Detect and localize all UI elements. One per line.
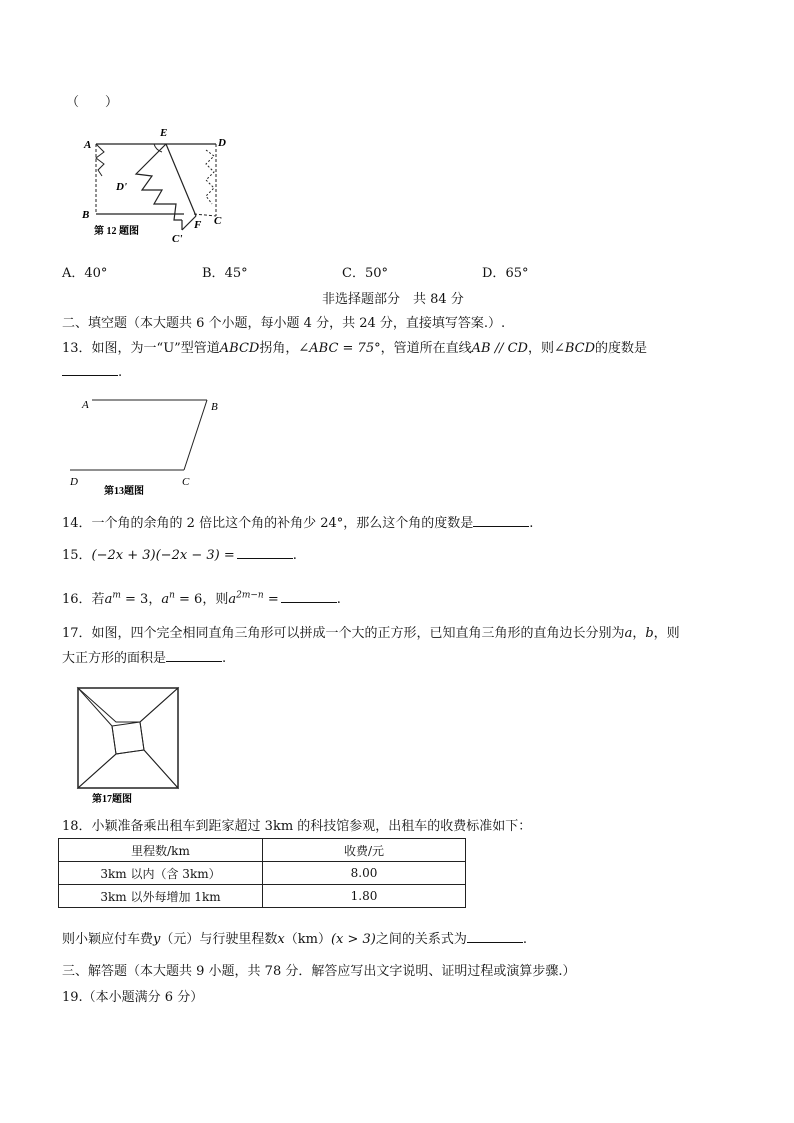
option-c[interactable]: C．50° <box>342 266 388 281</box>
q13-caption: 第13题图 <box>104 486 144 497</box>
label-F: F <box>194 219 202 231</box>
q19-text: 19.（本小题满分 6 分） <box>62 990 204 1005</box>
table-header-row <box>59 839 466 862</box>
q17-figure <box>74 684 184 806</box>
q12-figure <box>74 124 244 248</box>
table-row <box>59 862 466 885</box>
q17-line-1: 17．如图，四个完全相同直角三角形可以拼成一个大的正方形，已知直角三角形的直角边长分别为a，b，则 <box>62 626 680 641</box>
q15-blank[interactable] <box>237 545 293 559</box>
q13-label-A: A <box>82 399 89 411</box>
table-row <box>59 885 466 908</box>
q16-blank[interactable] <box>281 589 337 603</box>
q14-text: 14．一个角的余角的 2 倍比这个角的补角少 24°，那么这个角的度数是 . <box>62 512 533 531</box>
q13-text: 13．如图，为一“U”型管道ABCD拐角，∠ABC = 75°，管道所在直线AB // CD，则∠BCD的度数是 <box>62 341 648 356</box>
q18-blank[interactable] <box>467 929 523 943</box>
table-header: 收费/元 <box>263 839 466 862</box>
part-header: 非选择题部分 共 84 分 <box>322 292 464 307</box>
q17-line-2: 大正方形的面积是 . <box>62 647 226 666</box>
q13-label-D: D <box>70 476 78 488</box>
q13-label-B: B <box>211 401 218 413</box>
option-a[interactable]: A．40° <box>62 266 108 281</box>
fare-table <box>58 838 466 908</box>
table-cell: 8.00 <box>263 862 466 885</box>
label-C-prime: C' <box>172 233 183 245</box>
section-3-title: 三、解答题（本大题共 9 小题，共 78 分．解答应写出文字说明、证明过程或演算步骤.） <box>62 964 576 979</box>
table-header: 里程数/km <box>59 839 263 862</box>
option-b[interactable]: B．45° <box>202 266 248 281</box>
answer-bracket: （ ） <box>66 95 119 110</box>
label-D-prime: D' <box>116 181 127 193</box>
q16-text: 16．若$a^m = 3$，$a^n = 6$，则$a^{2m-n}$ = . <box>62 590 341 607</box>
q17-caption: 第17题图 <box>92 794 132 805</box>
table-cell: 3km 以内（含 3km） <box>59 862 263 885</box>
q13-figure <box>62 392 232 500</box>
q13-label-C: C <box>182 476 190 488</box>
option-d[interactable]: D．65° <box>482 266 529 281</box>
label-A: A <box>84 139 92 151</box>
q14-blank[interactable] <box>473 513 529 527</box>
q13-blank[interactable] <box>62 362 118 376</box>
label-C: C <box>214 215 222 227</box>
q15-text: 15．(−2x + 3)(−2x − 3) = . <box>62 544 297 563</box>
q13-answer-line: . <box>62 362 122 380</box>
q18-text: 18．小颖准备乘出租车到距家超过 3km 的科技馆参观，出租车的收费标准如下： <box>62 819 532 834</box>
table-cell: 1.80 <box>263 885 466 908</box>
q17-blank[interactable] <box>166 648 222 662</box>
table-cell: 3km 以外每增加 1km <box>59 885 263 908</box>
label-B: B <box>82 209 90 221</box>
q18-question: 则小颖应付车费y（元）与行驶里程数x（km）(x > 3)之间的关系式为 . <box>62 928 527 947</box>
section-2-title: 二、填空题（本大题共 6 个小题，每小题 4 分，共 24 分，直接填写答案.）. <box>62 316 506 331</box>
q12-caption: 第 12 题图 <box>94 226 139 237</box>
label-D: D <box>218 137 226 149</box>
label-E: E <box>160 127 168 139</box>
